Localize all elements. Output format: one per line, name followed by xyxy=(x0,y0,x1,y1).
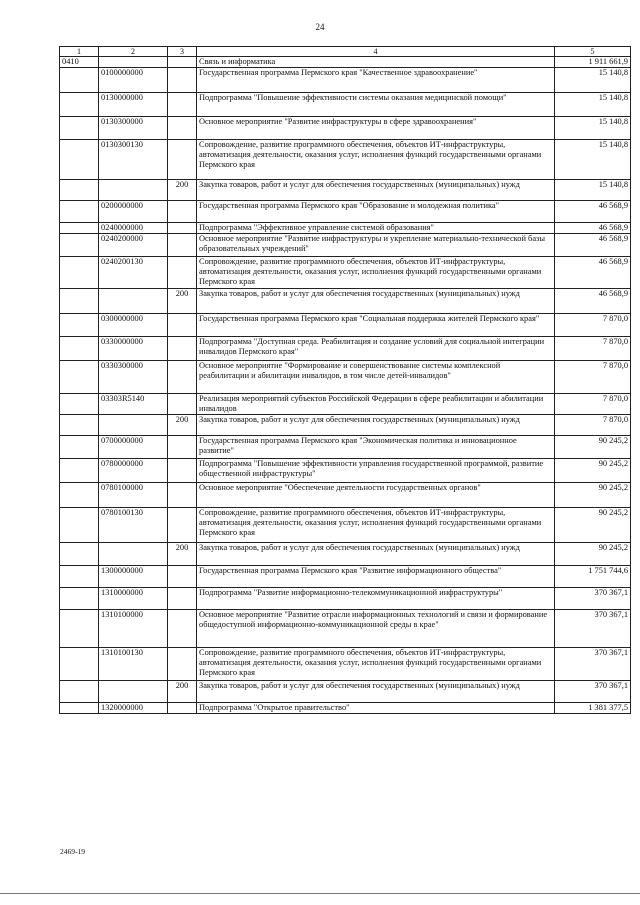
section-code-cell xyxy=(60,93,99,117)
expense-type-cell xyxy=(168,703,197,714)
item-name-cell: Основное мероприятие "Формирование и совершенствование системы комплексной реабилитации и абилитации инвалидов, в том числе детей-инвалидов" xyxy=(197,361,555,394)
amount-cell: 90 245,2 xyxy=(555,436,631,459)
item-name-cell: Сопровождение, развитие программного обеспечения, объектов ИТ-инфраструктуры, автоматизация деятельности, оказания услуг, исполнения функций государственными органами Пермского края xyxy=(197,140,555,180)
document-code: 2469-19 xyxy=(60,847,85,856)
section-code-cell xyxy=(60,234,99,257)
item-name-cell: Основное мероприятие "Развитие отрасли информационных технологий и связи и формирование общедоступной информационно-коммуникационной среды в крае" xyxy=(197,610,555,648)
target-code-cell: 0700000000 xyxy=(99,436,168,459)
item-name-cell: Закупка товаров, работ и услуг для обеспечения государственных (муниципальных) нужд xyxy=(197,415,555,436)
section-code-cell xyxy=(60,703,99,714)
target-code-cell: 0300000000 xyxy=(99,314,168,337)
target-code-cell: 1310100000 xyxy=(99,610,168,648)
amount-cell: 1 751 744,6 xyxy=(555,566,631,588)
amount-cell: 7 870,0 xyxy=(555,361,631,394)
amount-cell: 1 381 377,5 xyxy=(555,703,631,714)
table-row xyxy=(60,508,631,543)
table-row xyxy=(60,543,631,566)
item-name-cell: Государственная программа Пермского края "Образование и молодежная политика" xyxy=(197,201,555,223)
table-row xyxy=(60,314,631,337)
table-row xyxy=(60,57,631,68)
target-code-cell: 1300000000 xyxy=(99,566,168,588)
section-code-cell xyxy=(60,508,99,543)
table-row xyxy=(60,459,631,483)
target-code-cell: 0100000000 xyxy=(99,68,168,93)
target-code-cell xyxy=(99,289,168,314)
target-code-cell xyxy=(99,415,168,436)
item-name-cell: Государственная программа Пермского края "Социальная поддержка жителей Пермского края" xyxy=(197,314,555,337)
header-cell-5: 5 xyxy=(555,47,631,57)
item-name-cell: Основное мероприятие "Развитие инфраструктуры в сфере здравоохранения" xyxy=(197,117,555,140)
section-code-cell xyxy=(60,180,99,201)
header-cell-3: 3 xyxy=(168,47,197,57)
item-name-cell: Подпрограмма "Эффективное управление системой образования" xyxy=(197,223,555,234)
section-code-cell xyxy=(60,459,99,483)
section-code-cell xyxy=(60,415,99,436)
section-code-cell xyxy=(60,257,99,289)
table-row xyxy=(60,483,631,508)
section-code-cell xyxy=(60,223,99,234)
table-row xyxy=(60,566,631,588)
section-code-cell: 0410 xyxy=(60,57,99,68)
table-row xyxy=(60,681,631,703)
target-code-cell: 0130000000 xyxy=(99,93,168,117)
table-row xyxy=(60,201,631,223)
expense-type-cell xyxy=(168,337,197,361)
expense-type-cell xyxy=(168,223,197,234)
budget-table xyxy=(59,46,631,714)
expense-type-cell xyxy=(168,314,197,337)
amount-cell: 370 367,1 xyxy=(555,648,631,681)
amount-cell: 7 870,0 xyxy=(555,415,631,436)
amount-cell: 1 911 661,9 xyxy=(555,57,631,68)
expense-type-cell: 200 xyxy=(168,415,197,436)
item-name-cell: Реализация мероприятий субъектов Российской Федерации в сфере реабилитации и абилитации инвалидов xyxy=(197,394,555,415)
expense-type-cell xyxy=(168,436,197,459)
table-row xyxy=(60,257,631,289)
table-row xyxy=(60,588,631,610)
target-code-cell: 0330000000 xyxy=(99,337,168,361)
table-row xyxy=(60,93,631,117)
target-code-cell: 0330300000 xyxy=(99,361,168,394)
header-cell-4: 4 xyxy=(197,47,555,57)
section-code-cell xyxy=(60,289,99,314)
target-code-cell xyxy=(99,681,168,703)
table-row xyxy=(60,610,631,648)
section-code-cell xyxy=(60,610,99,648)
target-code-cell xyxy=(99,180,168,201)
section-code-cell xyxy=(60,117,99,140)
item-name-cell: Основное мероприятие "Обеспечение деятельности государственных органов" xyxy=(197,483,555,508)
item-name-cell: Государственная программа Пермского края "Качественное здравоохранение" xyxy=(197,68,555,93)
target-code-cell: 1320000000 xyxy=(99,703,168,714)
amount-cell: 7 870,0 xyxy=(555,314,631,337)
amount-cell: 370 367,1 xyxy=(555,610,631,648)
expense-type-cell xyxy=(168,117,197,140)
target-code-cell: 0780100000 xyxy=(99,483,168,508)
table-row xyxy=(60,415,631,436)
target-code-cell: 0780000000 xyxy=(99,459,168,483)
item-name-cell: Закупка товаров, работ и услуг для обеспечения государственных (муниципальных) нужд xyxy=(197,180,555,201)
table-row xyxy=(60,180,631,201)
expense-type-cell xyxy=(168,201,197,223)
target-code-cell: 0240000000 xyxy=(99,223,168,234)
header-cell-2: 2 xyxy=(99,47,168,57)
table-row xyxy=(60,648,631,681)
expense-type-cell xyxy=(168,68,197,93)
expense-type-cell xyxy=(168,257,197,289)
amount-cell: 90 245,2 xyxy=(555,543,631,566)
amount-cell: 15 140,8 xyxy=(555,180,631,201)
target-code-cell: 0780100130 xyxy=(99,508,168,543)
amount-cell: 90 245,2 xyxy=(555,483,631,508)
expense-type-cell xyxy=(168,610,197,648)
item-name-cell: Подпрограмма "Доступная среда. Реабилитация и создание условий для социальной интеграции инвалидов Пермского края" xyxy=(197,337,555,361)
expense-type-cell xyxy=(168,648,197,681)
section-code-cell xyxy=(60,394,99,415)
amount-cell: 46 568,9 xyxy=(555,289,631,314)
target-code-cell xyxy=(99,543,168,566)
section-code-cell xyxy=(60,566,99,588)
section-code-cell xyxy=(60,68,99,93)
expense-type-cell xyxy=(168,483,197,508)
expense-type-cell xyxy=(168,140,197,180)
item-name-cell: Сопровождение, развитие программного обеспечения, объектов ИТ-инфраструктуры, автоматизация деятельности, оказания услуг, исполнения функций государственными органами Пермского края xyxy=(197,508,555,543)
page-number: 24 xyxy=(315,22,325,32)
table-row xyxy=(60,289,631,314)
amount-cell: 7 870,0 xyxy=(555,394,631,415)
amount-cell: 370 367,1 xyxy=(555,681,631,703)
target-code-cell: 0130300000 xyxy=(99,117,168,140)
table-row xyxy=(60,223,631,234)
table-row xyxy=(60,394,631,415)
target-code-cell: 03303R5140 xyxy=(99,394,168,415)
expense-type-cell xyxy=(168,361,197,394)
target-code-cell: 1310100130 xyxy=(99,648,168,681)
section-code-cell xyxy=(60,436,99,459)
item-name-cell: Закупка товаров, работ и услуг для обеспечения государственных (муниципальных) нужд xyxy=(197,543,555,566)
item-name-cell: Государственная программа Пермского края "Экономическая политика и инновационное развитие" xyxy=(197,436,555,459)
table-row xyxy=(60,68,631,93)
item-name-cell: Сопровождение, развитие программного обеспечения, объектов ИТ-инфраструктуры, автоматизация деятельности, оказания услуг, исполнения функций государственными органами Пермского края xyxy=(197,648,555,681)
target-code-cell: 0200000000 xyxy=(99,201,168,223)
item-name-cell: Подпрограмма "Повышение эффективности системы оказания медицинской помощи" xyxy=(197,93,555,117)
section-code-cell xyxy=(60,337,99,361)
item-name-cell: Сопровождение, развитие программного обеспечения, объектов ИТ-инфраструктуры, автоматизация деятельности, оказания услуг, исполнения функций государственными органами Пермского края xyxy=(197,257,555,289)
target-code-cell: 1310000000 xyxy=(99,588,168,610)
expense-type-cell xyxy=(168,394,197,415)
amount-cell: 90 245,2 xyxy=(555,459,631,483)
expense-type-cell xyxy=(168,588,197,610)
section-code-cell xyxy=(60,483,99,508)
item-name-cell: Закупка товаров, работ и услуг для обеспечения государственных (муниципальных) нужд xyxy=(197,289,555,314)
bottom-rule xyxy=(0,893,640,894)
amount-cell: 15 140,8 xyxy=(555,140,631,180)
expense-type-cell xyxy=(168,459,197,483)
amount-cell: 15 140,8 xyxy=(555,117,631,140)
table-row xyxy=(60,234,631,257)
amount-cell: 15 140,8 xyxy=(555,93,631,117)
target-code-cell xyxy=(99,57,168,68)
amount-cell: 46 568,9 xyxy=(555,257,631,289)
expense-type-cell xyxy=(168,93,197,117)
amount-cell: 46 568,9 xyxy=(555,234,631,257)
item-name-cell: Государственная программа Пермского края "Развитие информационного общества" xyxy=(197,566,555,588)
budget-table-body xyxy=(60,47,631,714)
item-name-cell: Подпрограмма "Открытое правительство" xyxy=(197,703,555,714)
table-row xyxy=(60,140,631,180)
expense-type-cell: 200 xyxy=(168,543,197,566)
expense-type-cell xyxy=(168,508,197,543)
amount-cell: 15 140,8 xyxy=(555,68,631,93)
section-code-cell xyxy=(60,588,99,610)
item-name-cell: Основное мероприятие "Развитие инфраструктуры и укрепление материально-технической базы образовательных учреждений" xyxy=(197,234,555,257)
expense-type-cell: 200 xyxy=(168,289,197,314)
amount-cell: 46 568,9 xyxy=(555,201,631,223)
section-code-cell xyxy=(60,201,99,223)
expense-type-cell: 200 xyxy=(168,180,197,201)
table-header-row xyxy=(60,47,631,57)
section-code-cell xyxy=(60,681,99,703)
table-row xyxy=(60,337,631,361)
section-code-cell xyxy=(60,361,99,394)
target-code-cell: 0240200130 xyxy=(99,257,168,289)
table-row xyxy=(60,117,631,140)
item-name-cell: Подпрограмма "Развитие информационно-телекоммуникационной инфраструктуры" xyxy=(197,588,555,610)
section-code-cell xyxy=(60,543,99,566)
expense-type-cell xyxy=(168,566,197,588)
item-name-cell: Закупка товаров, работ и услуг для обеспечения государственных (муниципальных) нужд xyxy=(197,681,555,703)
section-code-cell xyxy=(60,314,99,337)
section-code-cell xyxy=(60,648,99,681)
section-code-cell xyxy=(60,140,99,180)
item-name-cell: Подпрограмма "Повышение эффективности управления государственной программой, развитие общественной инфраструктуры" xyxy=(197,459,555,483)
amount-cell: 90 245,2 xyxy=(555,508,631,543)
expense-type-cell: 200 xyxy=(168,681,197,703)
amount-cell: 370 367,1 xyxy=(555,588,631,610)
header-cell-1: 1 xyxy=(60,47,99,57)
target-code-cell: 0240200000 xyxy=(99,234,168,257)
amount-cell: 46 568,9 xyxy=(555,223,631,234)
table-row xyxy=(60,361,631,394)
item-name-cell: Связь и информатика xyxy=(197,57,555,68)
expense-type-cell xyxy=(168,57,197,68)
table-row xyxy=(60,703,631,714)
table-row xyxy=(60,436,631,459)
expense-type-cell xyxy=(168,234,197,257)
amount-cell: 7 870,0 xyxy=(555,337,631,361)
target-code-cell: 0130300130 xyxy=(99,140,168,180)
